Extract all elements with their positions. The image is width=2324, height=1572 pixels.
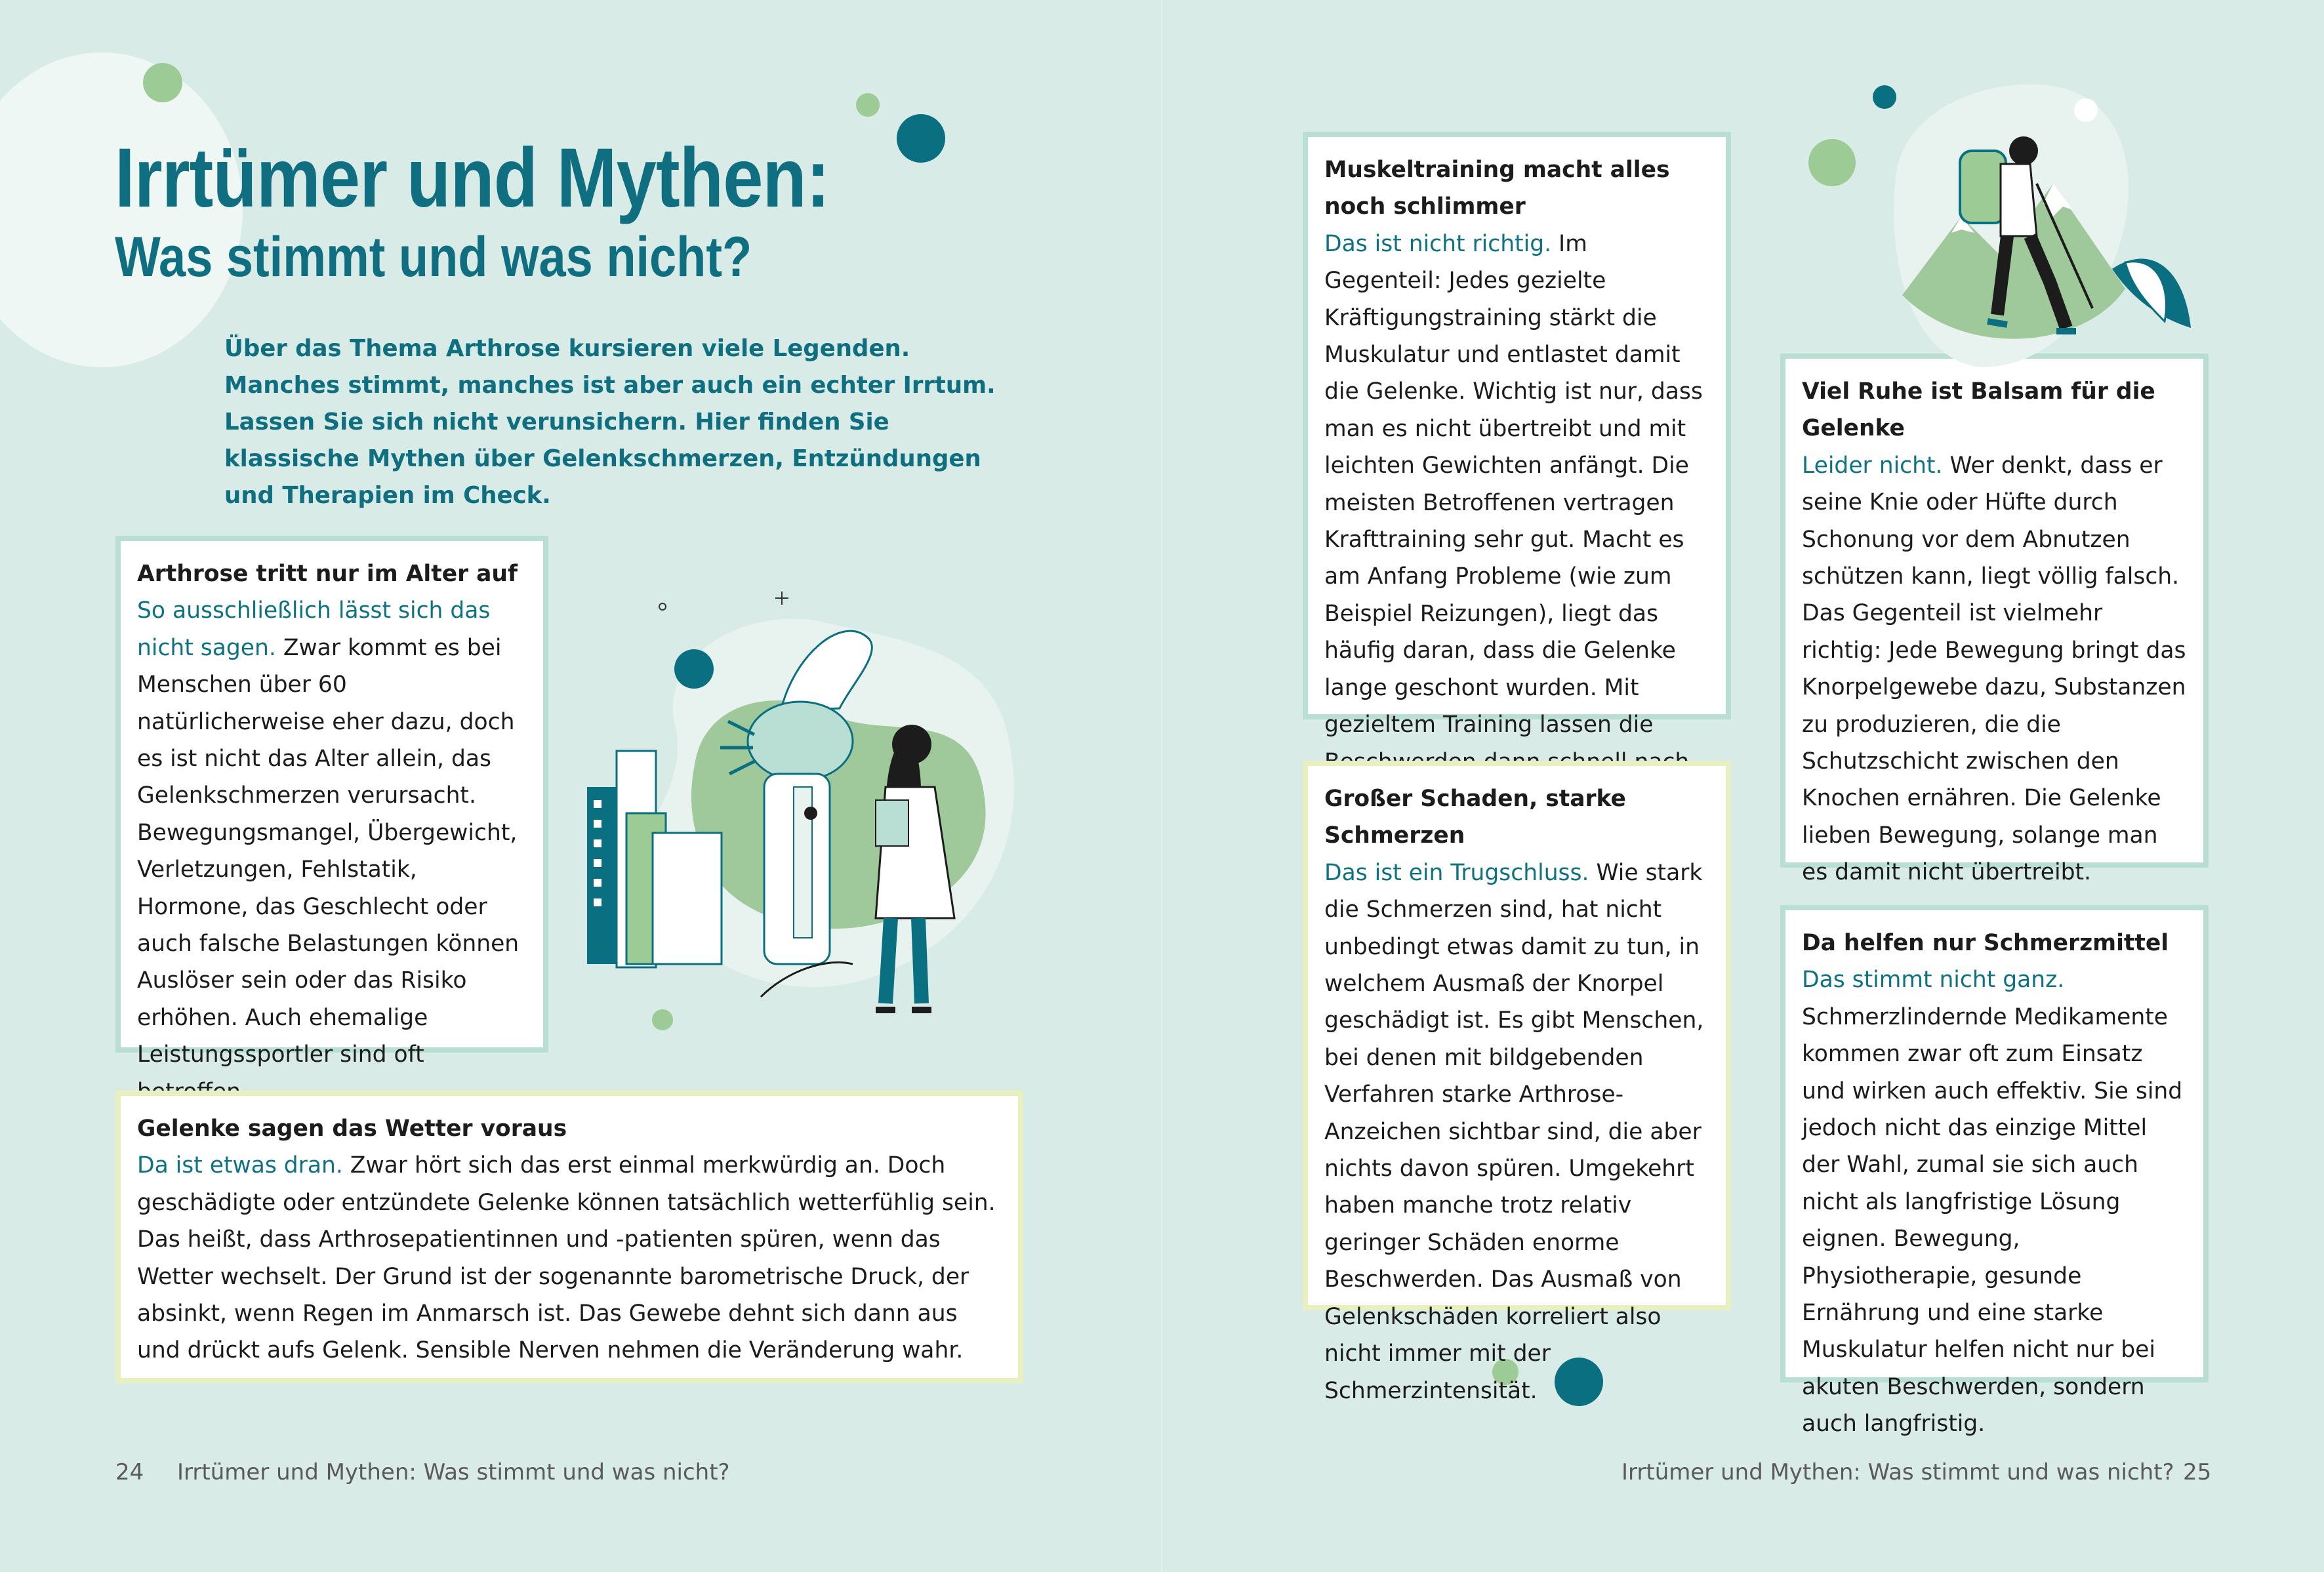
myth-title: Gelenke sagen das Wetter voraus xyxy=(137,1116,567,1142)
myth-box-alter xyxy=(115,536,548,1068)
myth-explanation: Im Gegenteil: Jedes gezielte Kräftigungstraining stärkt die Muskulatur und entlastet damit die Gelenke. Wichtig ist nur, dass man es nicht übertreibt und mit leichten Gewichten anfängt. Die meisten Betroffenen vertragen Krafttraining sehr gut. Macht es am Anfang Probleme (wie zum Beispiel Reizungen), liegt das häufig daran, dass die Gelenke lange geschont wurden. Mit gezieltem Training lassen die xyxy=(1324,230,1703,738)
page-number-right: 25 xyxy=(2183,1459,2212,1485)
myth-text xyxy=(1324,226,1710,780)
myth-text xyxy=(1324,855,1710,1409)
myth-verdict: Leider nicht. xyxy=(1802,452,1943,479)
myth-box-ruhe xyxy=(1780,353,2209,886)
myth-box-schmerzmittel xyxy=(1780,905,2209,1438)
decor-dot-green xyxy=(1808,139,1856,186)
myth-explanation: Zwar kommt es bei Menschen über 60 natürlicherweise eher dazu, doch es ist nicht das Alter allein, das Gelenkschmerzen verursacht. Bewegungsmangel, Übergewicht, Verletzungen, Fehlstatik, Hormone, das Geschlecht oder auch falsche Belastungen können Auslöser sein oder das Risiko erhöhen. Auch ehemalige Leistungssportler sind oft xyxy=(137,634,520,1068)
myth-title: Da helfen nur Schmerzmittel xyxy=(1802,930,2169,956)
myth-explanation: Schmerzlindernde Medikamente kommen zwar oft zum Einsatz und wirken auch effektiv. Sie sind jedoch nicht das einzige Mittel der Wahl, zumal sie sich auch nicht als langfristige Lösung eignen. Bewegung, Physiotherapie, gesunde Ernährung und eine starke Muskulatur helfen nicht nur bei akuten Beschwerden, sondern auch langfristig. xyxy=(1802,1003,2183,1438)
doctor-knee-joint-illustration xyxy=(577,577,1050,1036)
page-gutter xyxy=(1161,0,1162,1572)
intro-paragraph: Über das Thema Arthrose kursieren viele Legenden. Manches stimmt, manches ist aber auch ein echter Irrtum. Lassen Sie sich nicht verunsichern. Hier finden Sie klassische Mythen über Gelenkschmerzen, Entzündungen und Therapien im Check. xyxy=(224,335,996,509)
myth-explanation: Wie stark die Schmerzen sind, hat nicht unbedingt etwas damit zu tun, in welchem Ausmaß der Knorpel geschädigt ist. Es gibt Menschen, bei denen mit bildgebenden Verfahren starke Arthrose-Anzeichen sichtbar sind, die aber nichts davon spüren. Umgekehrt haben manche trotz relativ geringer Schäden enorme Beschwerden. Das Ausmaß von Gelenkschäden korreliert also nicht immer mit der Schmerzintensität. xyxy=(1324,859,1704,1404)
decor-dot-green xyxy=(143,63,182,102)
page-subtitle: Was stimmt und was nicht? xyxy=(115,226,752,289)
myth-box-muskeltraining xyxy=(1303,132,1731,738)
myth-title: Muskeltraining macht alles noch schlimmer xyxy=(1324,157,1670,220)
hiker-mountain-illustration xyxy=(1889,72,2230,380)
decor-dot-green-small xyxy=(856,93,880,117)
myth-verdict: Das ist ein Trugschluss. xyxy=(1324,859,1589,886)
myth-title: Arthrose tritt nur im Alter auf xyxy=(137,561,518,587)
running-title-right: Irrtümer und Mythen: Was stimmt und was nicht? xyxy=(1621,1459,2174,1485)
page-title: Irrtümer und Mythen: xyxy=(115,131,830,225)
myth-text xyxy=(137,1147,1002,1369)
running-title-left: Irrtümer und Mythen: Was stimmt und was nicht? xyxy=(177,1459,730,1485)
myth-box-schaden xyxy=(1303,761,1731,1404)
myth-text xyxy=(1802,447,2188,891)
myth-verdict: Da ist etwas dran. xyxy=(137,1152,343,1179)
myth-text xyxy=(1802,961,2188,1442)
myth-verdict: Das ist nicht richtig. xyxy=(1324,230,1552,257)
myth-title: Viel Ruhe ist Balsam für die Gelenke xyxy=(1802,378,2155,442)
myth-explanation: Zwar hört sich das erst einmal merkwürdig an. Doch geschädigte oder entzündete Gelenke können tatsächlich wetterfühlig sein. Das heißt, dass Arthrosepatientinnen und -patienten spüren, wenn das Wetter wechselt. Der Grund ist der sogenannte barometrische Druck, der absinkt, wenn Regen im Anmarsch ist. Das Gewebe dehnt sich dann aus und drückt aufs Gelenk. Sensible Nerven nehmen die Veränderung wahr. xyxy=(137,1152,996,1364)
myth-text xyxy=(137,592,527,1110)
decor-dot-teal xyxy=(897,114,945,163)
myth-verdict: Das stimmt nicht ganz. xyxy=(1802,967,2065,994)
page-number-left: 24 xyxy=(115,1459,144,1485)
myth-verdict: So ausschließlich lässt sich das nicht sagen. xyxy=(137,597,491,661)
myth-explanation: Wer denkt, dass er seine Knie oder Hüfte durch Schonung vor dem Abnutzen schützen kann, liegt völlig falsch. Das Gegenteil ist vielmehr richtig: Jede Bewegung bringt das Knorpelgewebe dazu, Substanzen zu produzieren, die die Schutzschicht zwischen den Knochen ernähren. Die Gelenke lieben Bewegung, solange man es damit nicht übertreibt. xyxy=(1802,452,2186,886)
myth-title: Großer Schaden, starke Schmerzen xyxy=(1324,786,1626,849)
myth-box-wetter xyxy=(115,1091,1023,1383)
